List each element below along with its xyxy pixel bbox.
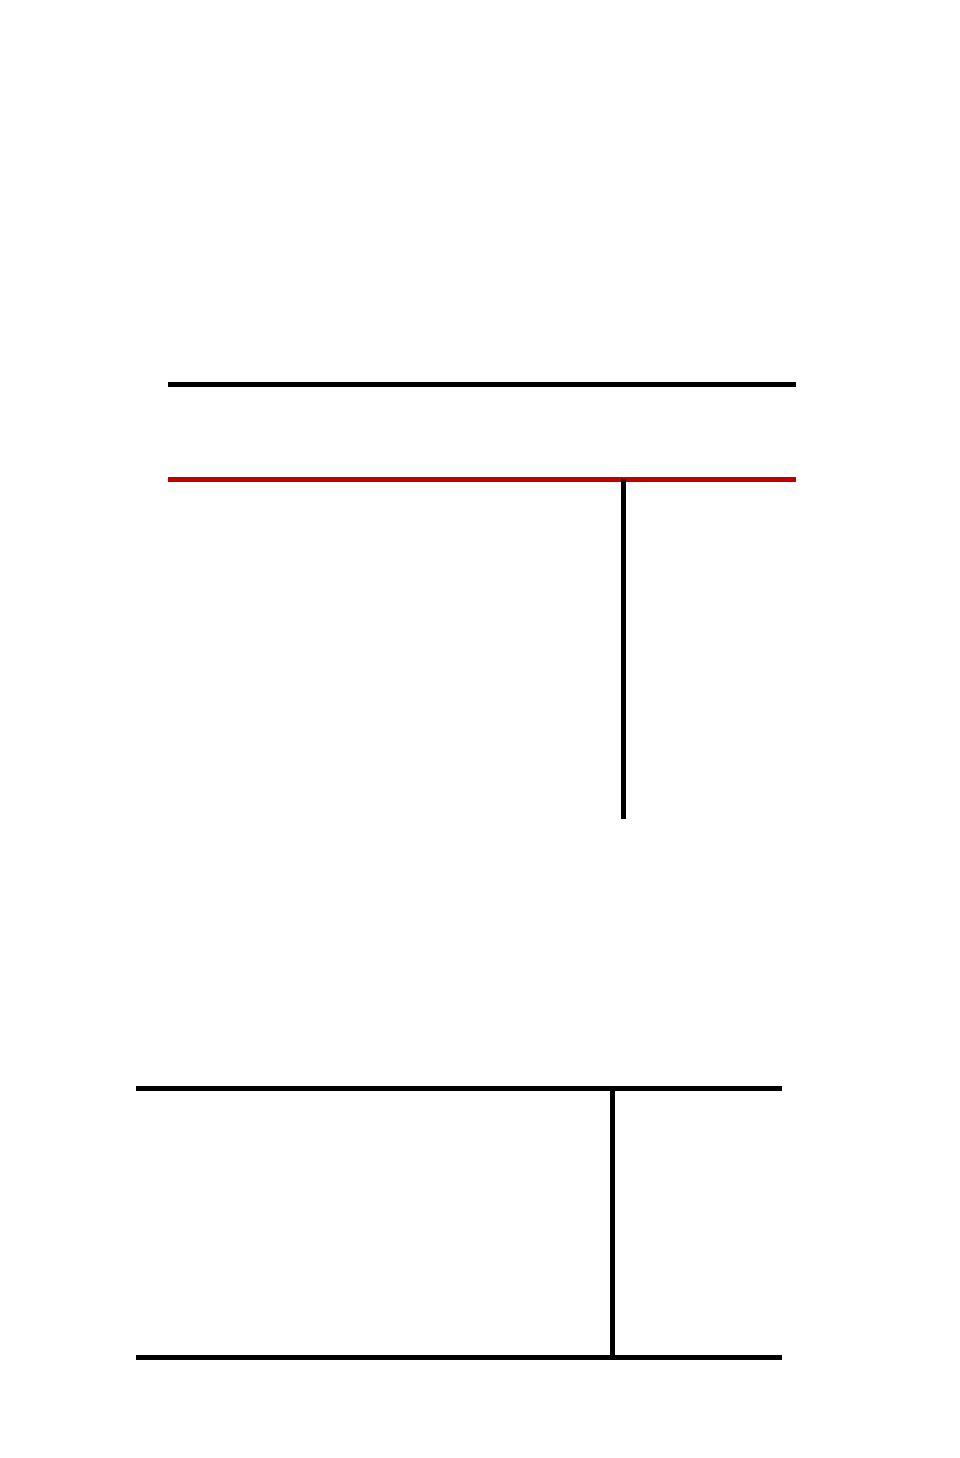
first-drink-company-table — [136, 1086, 782, 1091]
column-separator — [621, 479, 626, 819]
table-top-rule — [136, 1086, 782, 1091]
table-bottom-rule — [168, 477, 796, 482]
table-title — [168, 387, 796, 477]
table-bottom-rule — [136, 1355, 782, 1360]
first-contact-age-table — [168, 382, 796, 482]
column-separator — [610, 1091, 615, 1355]
